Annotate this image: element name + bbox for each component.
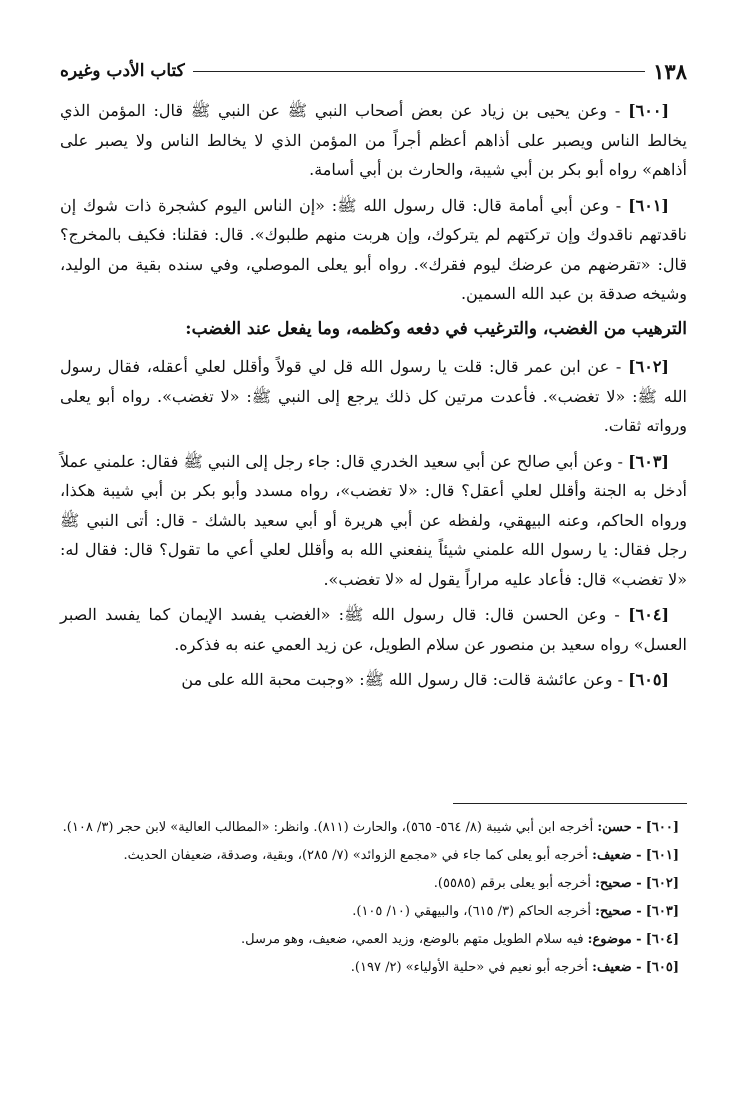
hadith-601 [60, 191, 687, 309]
hadith-number: [٦٠٥] [628, 670, 669, 689]
hadith-600 [60, 96, 687, 185]
page-header [60, 56, 687, 86]
footnote-text: أخرجه أبو يعلى برقم (٥٥٨٥). [433, 876, 591, 891]
hadith-text: - وعن أبي أمامة قال: قال رسول الله ﷺ: «إن الناس اليوم كشجرة ذات شوك إن ناقدتهم ناقدوك وإن تركتهم لم يتركوك، وإن هربت منهم طلبوك». قال: فقلنا: فكيف بالمخرج؟ قال: «تقرضهم من عرضك ليوم فقرك». رواه أبو يعلى الموصلي، وفي سنده بقية من الوليد، وشيخه صدقة بن عبد الله السمين. [60, 195, 687, 303]
footnote-grade: - ضعيف: [592, 848, 642, 863]
footnote-grade: - ضعيف: [592, 960, 642, 975]
footnote-603 [60, 900, 679, 924]
footnote-text: أخرجه أبو نعيم في «حلية الأولياء» (٢/ ١٩٧). [350, 960, 589, 975]
hadith-number: [٦٠٠] [628, 101, 670, 120]
hadith-603 [60, 447, 687, 595]
hadith-text: - وعن أبي صالح عن أبي سعيد الخدري قال: جاء رجل إلى النبي ﷺ فقال: علمني عملاً أدخل به الجنة وأقلل لعلي أعقل؟ قال: «لا تغضب»، رواه مسدد وأبو بكر بن أبي شيبة هكذا، ورواه الحاكم، وعنه البيهقي، ولفظه عن أبي هريرة أو أبي سعيد بالشك - قال: أتى النبي ﷺ رجل فقال: يا رسول الله علمني شيئاً ينفعني الله به وأقلل لعلي أعي ما تقول؟ قال: فقال له: «لا تغضب» قال: فأعاد عليه مراراً يقول له «لا تغضب». [60, 451, 687, 589]
hadith-605 [60, 665, 687, 695]
footnotes [60, 816, 679, 984]
footnote-number: [٦٠٤] [645, 932, 679, 947]
hadith-text: - عن ابن عمر قال: قلت يا رسول الله قل لي قولاً وأقلل لعلي أعقله، فقال رسول الله ﷺ: «لا تغضب». فأعدت مرتين كل ذلك يرجع إلى النبي ﷺ: «لا تغضب». رواه أبو يعلى ورواته ثقات. [60, 357, 687, 435]
page-number: ١٣٨ [653, 58, 687, 84]
hadith-604 [60, 600, 687, 659]
footnote-number: [٦٠٣] [645, 904, 679, 919]
footnote-text: أخرجه ابن أبي شيبة (٨/ ٥٦٤- ٥٦٥)، والحارث (٨١١). وانظر: «المطالب العالية» لابن حجر (٣/ ١٠٨). [62, 820, 594, 835]
hadith-text: - وعن يحيى بن زياد عن بعض أصحاب النبي ﷺ عن النبي ﷺ قال: المؤمن الذي يخالط الناس ويصبر على أذاهم أعظم أجراً من المؤمن الذي لا يخالط الناس ولا يصبر على أذاهم» رواه أبو بكر بن أبي شيبة، والحارث بن أبي أسامة. [60, 101, 687, 179]
hadith-number: [٦٠٤] [628, 605, 670, 624]
hadith-text: - وعن الحسن قال: قال رسول الله ﷺ: «الغضب يفسد الإيمان كما يفسد الصبر العسل» رواه سعيد بن منصور عن سلام الطويل، عن زيد العمي عنه به فذكره. [60, 605, 687, 654]
footnote-grade: - صحيح: [595, 904, 642, 919]
footnote-605 [60, 956, 679, 980]
footnote-rule [453, 803, 687, 804]
hadith-number: [٦٠٢] [628, 357, 669, 376]
footnote-text: أخرجه أبو يعلى كما جاء في «مجمع الزوائد» (٧/ ٢٨٥)، وبقية، وصدقة، ضعيفان الحديث. [123, 848, 589, 863]
section-heading: الترهيب من الغضب، والترغيب في دفعه وكظمه، وما يفعل عند الغضب: [185, 318, 687, 339]
hadith-number: [٦٠١] [628, 195, 669, 215]
footnote-602 [60, 872, 679, 896]
main-text [60, 96, 687, 701]
footnote-number: [٦٠٠] [645, 820, 679, 835]
footnote-number: [٦٠١] [645, 848, 679, 863]
hadith-602 [60, 352, 687, 441]
footnote-number: [٦٠٢] [645, 876, 679, 891]
footnote-grade: - صحيح: [595, 876, 642, 891]
footnote-grade: - حسن: [597, 820, 642, 835]
header-rule [193, 71, 645, 72]
hadith-number: [٦٠٣] [628, 451, 669, 471]
hadith-text: - وعن عائشة قالت: قال رسول الله ﷺ: «وجبت محبة الله على من [181, 670, 623, 689]
footnote-text: أخرجه الحاكم (٣/ ٦١٥)، والبيهقي (١٠/ ١٠٥). [352, 904, 591, 919]
footnote-604 [60, 928, 679, 952]
footnote-601 [60, 844, 679, 868]
footnote-text: فيه سلام الطويل متهم بالوضع، وزيد العمي، ضعيف، وهو مرسل. [241, 932, 584, 947]
footnote-number: [٦٠٥] [645, 960, 679, 975]
footnote-grade: - موضوع: [587, 932, 642, 947]
running-title: كتاب الأدب وغيره [60, 61, 185, 81]
footnote-600 [60, 816, 679, 840]
